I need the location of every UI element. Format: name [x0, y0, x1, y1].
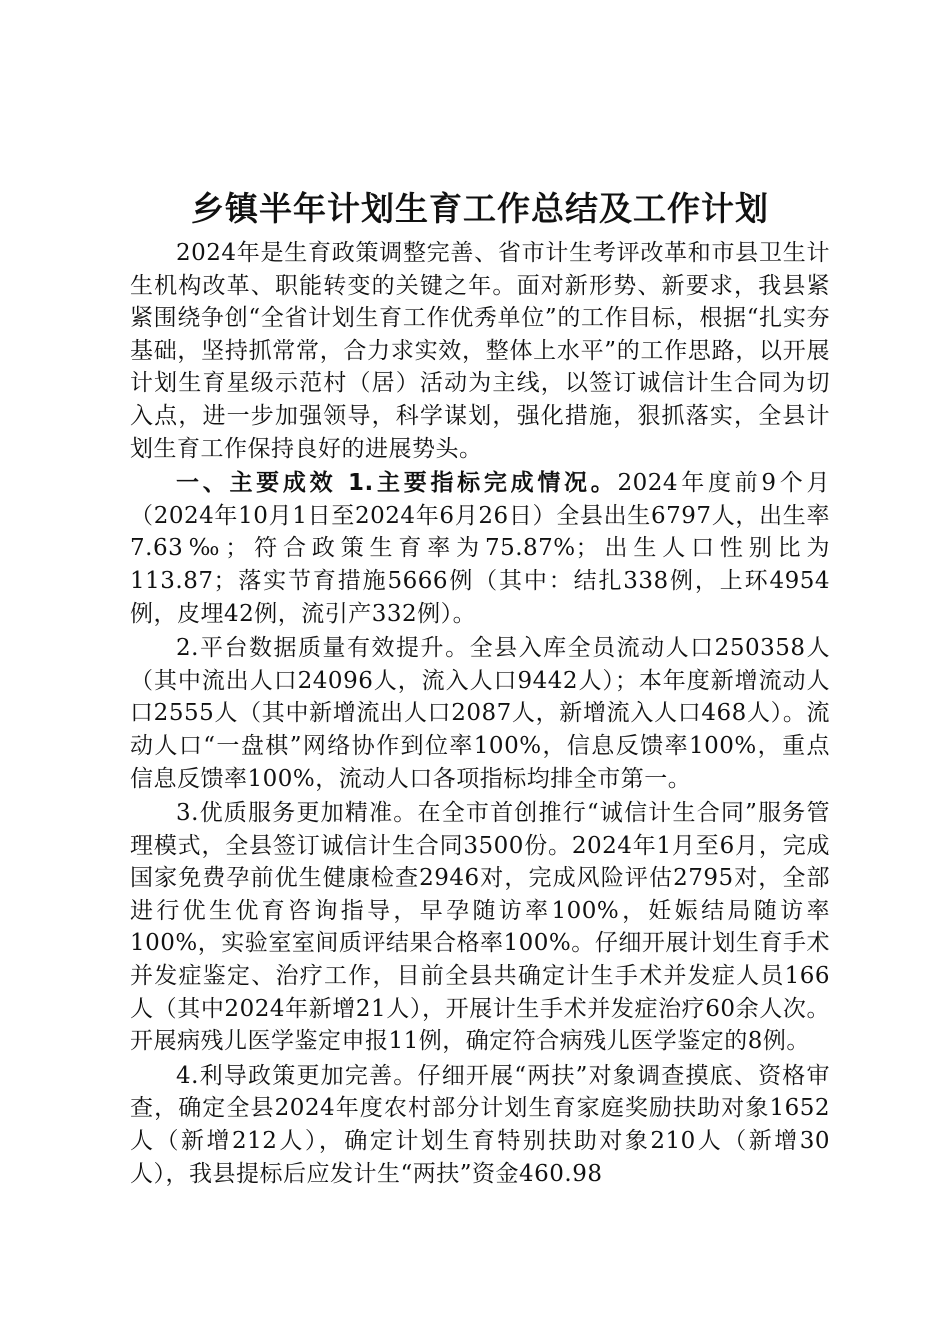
document-title: 乡镇半年计划生育工作总结及工作计划: [191, 189, 769, 228]
intro-paragraph: 2024年是生育政策调整完善、省市计生考评改革和市县卫生计生机构改革、职能转变的关键之年。面对新形势、新要求，我县紧紧围绕争创“全省计划生育工作优秀单位”的工作目标，根据“扎实夯基础，坚持抓常常，合力求实效，整体上水平”的工作思路，以开展计划生育星级示范村（居）活动为主线，以签订诚信计生合同为切入点，进一步加强领导，科学谋划，强化措施，狠抓落实，全县计划生育工作保持良好的进展势头。: [130, 240, 830, 462]
section-1-heading: 一、主要成效 1.主要指标完成情况。: [176, 470, 618, 497]
section-1-paragraph: [130, 467, 830, 630]
item-3-paragraph: 3.优质服务更加精准。在全市首创推行“诚信计生合同”服务管理模式，全县签订诚信计生合同3500份。2024年1月至6月，完成国家免费孕前优生健康检查2946对，完成风险评估2795对，全部进行优生优育咨询指导，早孕随访率100%，妊娠结局随访率100%，实验室室间质评结果合格率100%。仔细开展计划生育手术并发症鉴定、治疗工作，目前全县共确定计生手术并发症人员166人（其中2024年新增21人），开展计生手术并发症治疗60余人次。开展病残儿医学鉴定申报11例，确定符合病残儿医学鉴定的8例。: [130, 800, 830, 1055]
document-page: [130, 185, 830, 1192]
section-1-text: 2024年度前9个月（2024年10月1日至2024年6月26日）全县出生6797人，出生率7.63‰；符合政策生育率为75.87%；出生人口性别比为113.87；落实节育措施5666例（其中：结扎338例，上环4954例，皮埋42例，流引产332例）。: [130, 470, 831, 627]
item-4-paragraph: 4.利导政策更加完善。仔细开展“两扶”对象调查摸底、资格审查，确定全县2024年度农村部分计划生育家庭奖励扶助对象1652人（新增212人），确定计划生育特别扶助对象210人（新增30人），我县提标后应发计生“两扶”资金460.98: [130, 1062, 830, 1187]
item-2-paragraph: 2.平台数据质量有效提升。全县入库全员流动人口250358人（其中流出人口24096人，流入人口9442人）；本年度新增流动人口2555人（其中新增流出人口2087人，新增流入人口468人）。流动人口“一盘棋”网络协作到位率100%，信息反馈率100%，重点信息反馈率100%，流动人口各项指标均排全市第一。: [130, 635, 830, 792]
